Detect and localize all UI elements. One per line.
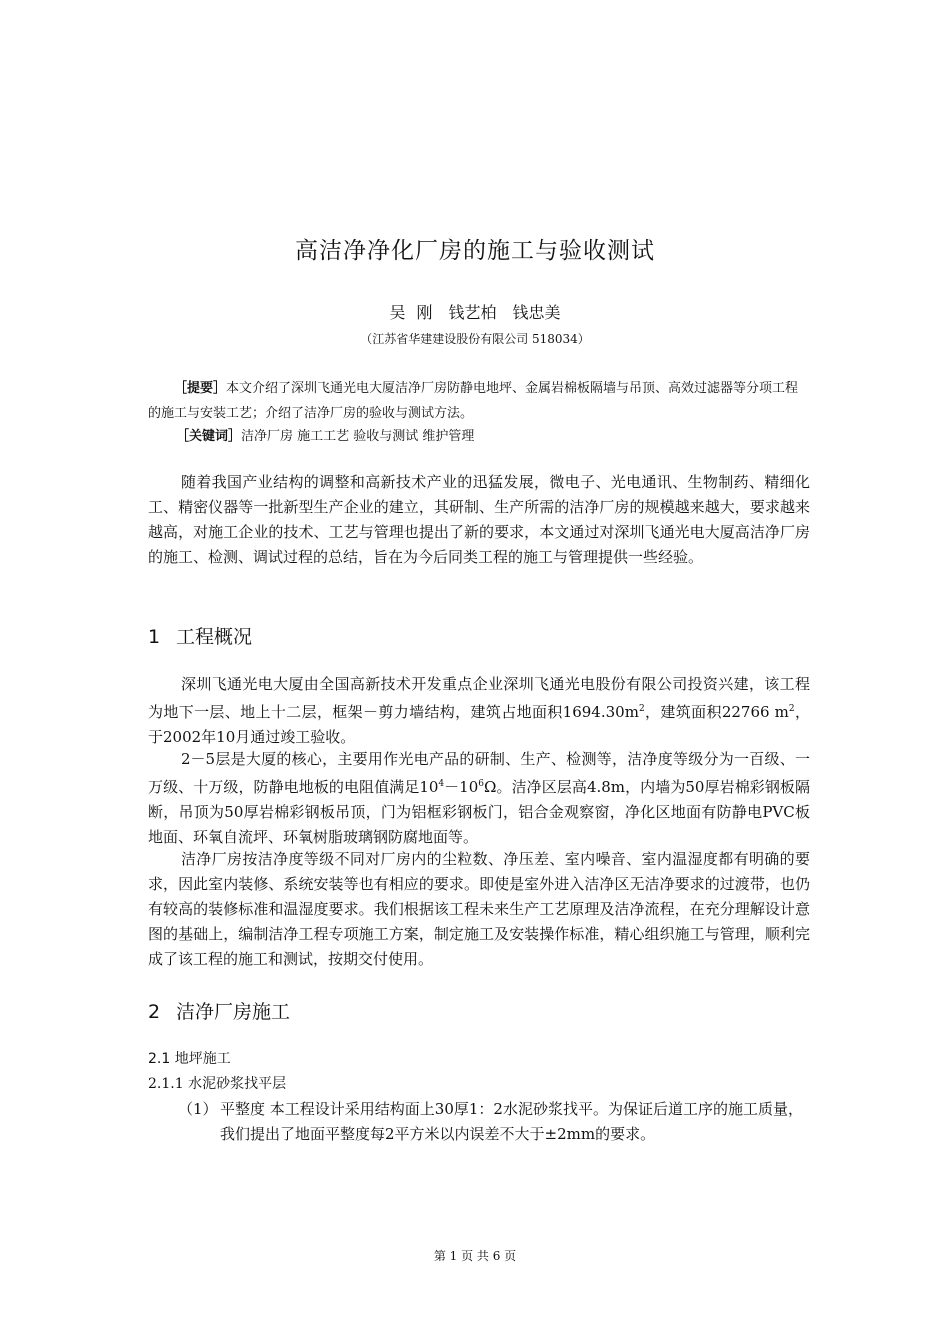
section-1-title: 工程概况 bbox=[176, 626, 253, 648]
authors: 吴 刚 钱艺柏 钱忠美 bbox=[389, 303, 561, 322]
subsection-2-1-heading: 2.1 地坪施工 bbox=[148, 1051, 231, 1067]
abstract bbox=[148, 376, 810, 426]
section-1-paragraph-1 bbox=[148, 672, 810, 750]
keywords-text: 洁净厂房 施工工艺 验收与测试 维护管理 bbox=[241, 429, 475, 444]
section-1-paragraph-2 bbox=[148, 747, 810, 850]
superscript: 2 bbox=[638, 704, 645, 714]
superscript: 2 bbox=[788, 704, 795, 714]
text-run: 2－5层是大厦的核心，主要用作光电产品的研制、生产、检测等，洁净度等级分为一百级、一万级、十万级，防静电地板的电阻值满足10 bbox=[148, 750, 810, 796]
intro-paragraph: 随着我国产业结构的调整和高新技术产业的迅猛发展，微电子、光电通讯、生物制药、精细化工、精密仪器等一批新型生产企业的建立，其研制、生产所需的洁净厂房的规模越来越大，要求越来越高，对施工企业的技术、工艺与管理也提出了新的要求，本文通过对深圳飞通光电大厦高洁净厂房的施工、检测、调试过程的总结，旨在为今后同类工程的施工与管理提供一些经验。 bbox=[148, 473, 810, 566]
affiliation: （江苏省华建建设股份有限公司 518034） bbox=[360, 332, 590, 346]
keywords-label: ［关键词］ bbox=[176, 429, 242, 444]
list-item-text: 平整度 本工程设计采用结构面上30厚1：2水泥砂浆找平。为保证后道工序的施工质量，我们提出了地面平整度每2平方米以内误差不大于±2mm的要求。 bbox=[220, 1100, 803, 1143]
text-run: －10 bbox=[444, 778, 479, 796]
section-2-title: 洁净厂房施工 bbox=[176, 1001, 291, 1023]
superscript: 6 bbox=[478, 779, 484, 789]
subsection-2-1-1-heading: 2.1.1 水泥砂浆找平层 bbox=[148, 1076, 287, 1092]
text-run: ，于2002年10月通过竣工验收。 bbox=[148, 703, 810, 746]
section-2-heading bbox=[148, 997, 290, 1024]
text-run: 深圳飞通光电大厦由全国高新技术开发重点企业深圳飞通光电股份有限公司投资兴建，该工程为地下一层、地上十二层，框架－剪力墙结构，建筑占地面积1694.30m bbox=[148, 675, 810, 721]
section-2-number: 2 bbox=[148, 1001, 161, 1023]
list-item-marker: （1） bbox=[178, 1100, 218, 1118]
keywords bbox=[176, 426, 816, 448]
page-footer: 第 1 页 共 6 页 bbox=[433, 1249, 517, 1263]
superscript: 4 bbox=[438, 779, 445, 789]
section-1-paragraph-3: 洁净厂房按洁净度等级不同对厂房内的尘粒数、净压差、室内噪音、室内温湿度都有明确的要求，因此室内装修、系统安装等也有相应的要求。即使是室外进入洁净区无洁净要求的过渡带，也仍有较高的装修标准和温湿度要求。我们根据该工程未来生产工艺原理及洁净流程，在充分理解设计意图的基础上，编制洁净工程专项施工方案，制定施工及安装操作标准，精心组织施工与管理，顺利完成了该工程的施工和测试，按期交付使用。 bbox=[148, 850, 810, 968]
page-title: 高洁净净化厂房的施工与验收测试 bbox=[295, 238, 655, 264]
list-item bbox=[178, 1097, 810, 1147]
abstract-text: 本文介绍了深圳飞通光电大厦洁净厂房防静电地坪、金属岩棉板隔墙与吊顶、高效过滤器等分项工程的施工与安装工艺；介绍了洁净厂房的验收与测试方法。 bbox=[148, 381, 799, 421]
section-1-number: 1 bbox=[148, 626, 161, 648]
text-run: Ω。洁净区层高4.8m，内墙为50厚岩棉彩钢板隔断，吊顶为50厚岩棉彩钢板吊顶，门为铝框彩钢板门，铝合金观察窗，净化区地面有防静电PVC板地面、环氧自流坪、环氧树脂玻璃钢防腐地面等。 bbox=[148, 778, 810, 846]
text-run: ，建筑面积22766 m bbox=[644, 703, 789, 721]
abstract-label: ［提要］ bbox=[174, 381, 227, 396]
section-1-heading bbox=[148, 622, 252, 649]
